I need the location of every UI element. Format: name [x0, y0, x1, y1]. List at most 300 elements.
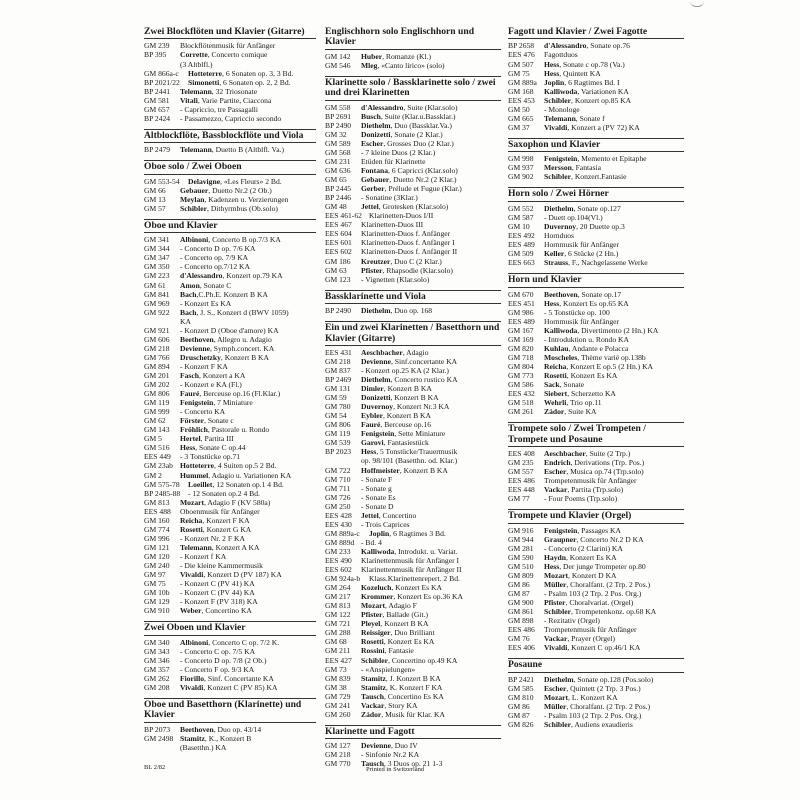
catalog-number: GM 2498	[144, 733, 174, 743]
entry-title: Schibler, Dithyrmbus (Ob.solo)	[180, 203, 278, 213]
catalog-number: GM 780	[325, 402, 351, 412]
entry-title: Mozart, Konzert D KA	[544, 570, 617, 580]
catalog-entry	[508, 580, 684, 589]
entry-title: Hornmusik für Anfänger	[544, 316, 620, 326]
catalog-number: GM 841	[144, 289, 170, 299]
entry-title: d'Alessandro, Suite (Klar.solo)	[361, 102, 458, 112]
entry-title: - Konzert f KA	[180, 551, 227, 561]
catalog-entry	[144, 353, 316, 362]
catalog-number: BP 2073	[144, 724, 171, 734]
section-heading: Trompete solo / Zwei Trompeten / Trompete und Posaune	[508, 422, 684, 445]
catalog-entry	[144, 78, 316, 87]
catalog-number: GM 710	[325, 474, 351, 484]
catalog-number: GM 921	[144, 325, 170, 335]
catalog-number: EES 431	[325, 347, 352, 357]
catalog-number: GM 160	[144, 515, 170, 525]
catalog-entry	[144, 597, 316, 606]
entry-title: Kreutzer, Duo C (2 Klar.)	[361, 256, 442, 266]
catalog-number: GM 509	[508, 249, 534, 259]
entry-title: Hess, Sonate C op.44	[180, 443, 246, 453]
catalog-entry	[144, 380, 316, 389]
catalog-entry	[144, 498, 316, 507]
catalog-entry	[144, 281, 316, 290]
catalog-entry	[144, 656, 316, 665]
entry-title: - Concerto KA	[180, 407, 226, 417]
catalog-number: GM 575-78	[144, 479, 180, 489]
catalog-entry	[508, 598, 684, 607]
catalog-number: EES 408	[508, 449, 535, 459]
catalog-entry	[325, 257, 501, 266]
entry-title: - Konzert C (PV 44) KA	[180, 588, 255, 598]
section-heading: Englischhorn solo Englischhorn und Klavier	[325, 26, 475, 48]
entry-title: Müller, Choralfant. (2 Trp. 2 Pos.)	[544, 701, 651, 711]
catalog-entry	[508, 105, 684, 114]
catalog-entry	[325, 366, 501, 375]
entry-title: Dimler, Konzert B KA	[361, 384, 432, 394]
catalog-entry	[325, 411, 501, 420]
catalog-number: GM 558	[325, 102, 351, 112]
entry-title: - Bd. 4	[361, 537, 382, 547]
catalog-number: GM 119	[325, 429, 351, 439]
entry-title: Hertel, Partita III	[180, 434, 234, 444]
entry-title: Bach,C.Ph.E. Konzert B KA	[180, 289, 268, 299]
entry-title: Endrich, Derivations (Trp. Pos.)	[544, 458, 645, 468]
entry-title: Weber, Concertino KA	[180, 606, 252, 616]
catalog-number: GM 119	[144, 398, 170, 408]
catalog-number: GM 202	[144, 380, 170, 390]
catalog-entry	[508, 389, 684, 398]
catalog-entry	[508, 222, 684, 231]
catalog-number: GM 539	[325, 438, 351, 448]
catalog-entry	[508, 535, 684, 544]
entry-title: Albinoni, Concerto C op. 7/2 K.	[180, 637, 280, 647]
catalog-number: GM 167	[508, 325, 534, 335]
catalog-entry	[144, 543, 316, 552]
entry-title: Graupner, Concerto Nr.2 D KA	[544, 534, 644, 544]
entry-title: Vitali, Varie Partite, Ciaccona	[180, 95, 272, 105]
entry-title: Vivaldi, Konzert C op.46/1 KA	[544, 643, 641, 653]
entry-title: Hotteterre, 6 Sonaten op. 3, 3 Bd.	[188, 68, 294, 78]
catalog-number: EES 476	[508, 50, 535, 60]
entry-title: Förster, Sonate c	[180, 416, 234, 426]
catalog-entry	[144, 186, 316, 195]
catalog-number: BP 2421	[508, 674, 535, 684]
catalog-entry	[325, 656, 501, 665]
catalog-entry	[325, 493, 501, 502]
entry-title: Hornduos	[544, 230, 574, 240]
entry-title: Schibler, Trompetenkonz. op.68 KA	[544, 607, 657, 617]
entry-title: Hess, Konzert Es op.65 KA	[544, 298, 629, 308]
entry-title: Loeillet, 12 Sonaten op.1 4 Bd.	[188, 479, 284, 489]
entry-title: - Konzert Nr. 2 F KA	[180, 533, 245, 543]
catalog-entry	[508, 616, 684, 625]
catalog-entry	[508, 675, 684, 684]
entry-title: Kalliwoda, Divertimento (2 Hn.) KA	[544, 325, 659, 335]
entry-title: - Four Poems (Trp.solo)	[544, 494, 618, 504]
catalog-entry	[144, 534, 316, 543]
catalog-entry	[508, 553, 684, 562]
catalog-entry	[325, 103, 501, 112]
entry-title: Joplin, 6 Ragtimes 3 Bd.	[369, 528, 446, 538]
section-rule	[144, 231, 316, 233]
entry-title: Meylan, Kadenzen u. Verzierungen	[180, 194, 289, 204]
entry-title: Haydn, Konzert Es KA	[544, 552, 617, 562]
entry-title: - Concerto D op. 7/8 (2 Ob.)	[180, 655, 267, 665]
catalog-number: BP 2445	[325, 184, 352, 194]
catalog-entry	[508, 589, 684, 598]
entry-title: Oboenmusik für Anfänger	[180, 506, 260, 516]
catalog-number: BP 2658	[508, 41, 535, 51]
catalog-entry	[144, 335, 316, 344]
entry-title: Rosetti, Konzert G KA	[180, 524, 252, 534]
catalog-entry	[508, 625, 684, 634]
entry-title: Jettel, Grotesken (Klar.solo)	[361, 202, 449, 212]
catalog-entry	[325, 148, 501, 157]
catalog-entry	[325, 438, 501, 447]
catalog-number: EES 486	[508, 476, 535, 486]
entry-title: - Rezitativ (Orgel)	[544, 616, 600, 626]
catalog-number: GM 910	[144, 606, 170, 616]
catalog-entry	[325, 130, 501, 139]
entry-title: - Passamezzo, Capriccio secondo	[180, 113, 282, 123]
catalog-number: EES 448	[508, 485, 535, 495]
entry-title: - Sonate D	[361, 501, 394, 511]
catalog-entry	[144, 606, 316, 615]
catalog-entry	[144, 452, 316, 461]
catalog-entry	[144, 570, 316, 579]
catalog-entry	[144, 344, 316, 353]
entry-title: Klass.Klarinettenrepert. 2 Bd.	[369, 574, 460, 584]
catalog-entry	[325, 610, 501, 619]
catalog-entry	[144, 480, 316, 489]
catalog-number: GM 343	[144, 646, 170, 656]
catalog-entry	[508, 154, 684, 163]
entry-title: Klarinetten-Duos f. Anfänger	[361, 229, 451, 239]
catalog-entry	[508, 290, 684, 299]
entry-title: Reicha, Konzert F KA	[180, 515, 250, 525]
catalog-entry	[508, 69, 684, 78]
section-rule	[325, 48, 501, 50]
catalog-entry	[144, 253, 316, 262]
section-heading: Posaune	[508, 658, 684, 670]
catalog-number: BP 2490	[325, 306, 352, 316]
catalog-number: GM 97	[144, 570, 166, 580]
entry-title: Amon, Sonate C	[180, 280, 232, 290]
entry-title: - Concerto D op. 7/6 KA	[180, 244, 256, 254]
entry-title: Fiorillo, Sinf. Concertante KA	[180, 673, 274, 683]
entry-title: Pfister, Choralvariat. (Orgel)	[544, 598, 634, 608]
catalog-number: BP 2485-88	[144, 488, 181, 498]
entry-title: Devienne, Duo IV	[361, 741, 418, 751]
catalog-number: GM 813	[144, 497, 170, 507]
entry-title: Druschetzky, Konzert B KA	[180, 352, 270, 362]
catalog-number: GM 726	[325, 492, 351, 502]
catalog-entry	[325, 202, 501, 211]
section-rule	[508, 522, 684, 524]
catalog-entry	[325, 384, 501, 393]
catalog-number: EES 492	[508, 230, 535, 240]
catalog-entry	[144, 60, 316, 69]
catalog-entry	[144, 204, 316, 213]
catalog-entry	[508, 720, 684, 729]
catalog-number: GM 922	[144, 307, 170, 317]
catalog-number: GM 568	[325, 147, 351, 157]
entry-title: Mleg, «Canto lirico» (solo)	[361, 60, 445, 70]
catalog-number: GM 239	[144, 41, 170, 51]
catalog-number: EES 601	[325, 238, 352, 248]
entry-title: Klarinetten-Duos f. Anfänger II	[361, 247, 458, 257]
catalog-entry	[325, 520, 501, 529]
entry-title: Schibler, Concertino op.49 KA	[361, 655, 458, 665]
catalog-number: EES 453	[508, 95, 535, 105]
catalog-number: GM 606	[144, 334, 170, 344]
catalog-entry	[508, 96, 684, 105]
catalog-entry	[508, 494, 684, 503]
catalog-number: GM 86	[508, 580, 530, 589]
entry-title: Beethoven, Sonate op.17	[544, 289, 622, 299]
section-rule	[144, 141, 316, 143]
entry-title: - Konzert F (PV 318) KA	[180, 597, 258, 607]
catalog-entry	[508, 231, 684, 240]
catalog-number: BP 2469	[325, 375, 352, 385]
catalog-number: GM 902	[508, 172, 534, 182]
catalog-number: GM 142	[325, 51, 351, 61]
entry-title: Kalliwoda, Variationen KA	[544, 86, 629, 96]
catalog-number: BP 2023	[325, 447, 352, 457]
entry-title: Joplin, 6 Ragtimes Bd. I	[544, 77, 620, 87]
entry-title: - Konzert D (Oboe d'amore) KA	[180, 325, 279, 335]
catalog-number: GM 552	[508, 203, 534, 213]
section-rule	[325, 302, 501, 304]
catalog-number: GM 806	[325, 420, 351, 430]
catalog-number: GM 587	[508, 212, 534, 222]
entry-title: Klarinetten-Duos III	[361, 220, 424, 230]
catalog-entry	[325, 157, 501, 166]
catalog-entry	[325, 511, 501, 520]
entry-title: Sack, Sonate	[544, 380, 585, 390]
catalog-entry	[325, 529, 501, 538]
entry-title: d'Alessandro, Sonate op.76	[544, 41, 630, 51]
catalog-entry	[144, 96, 316, 105]
catalog-number: EES 427	[325, 655, 352, 665]
entry-title: Diethelm, Duo op. 168	[361, 306, 433, 316]
catalog-entry	[325, 447, 501, 456]
entry-title: Donizetti, Konzert B KA	[361, 393, 439, 403]
entry-title: Escher, Quintett (2 Trp. 3 Pos.)	[544, 683, 641, 693]
catalog-number: GM 23ab	[144, 461, 173, 471]
catalog-entry	[508, 249, 684, 258]
catalog-entry	[508, 485, 684, 494]
entry-title: Stamitz, K. Konzert F KA	[361, 682, 443, 692]
catalog-number: GM 766	[144, 352, 170, 362]
catalog-entry	[508, 467, 684, 476]
catalog-number	[144, 60, 180, 69]
catalog-entry	[325, 637, 501, 646]
catalog-number: EES 449	[144, 452, 171, 462]
catalog-entry	[325, 750, 501, 759]
catalog-number: GM 288	[325, 628, 351, 638]
entry-title: Aeschbacher, Suite (2 Trp.)	[544, 449, 631, 459]
catalog-number: GM 76	[508, 634, 530, 644]
catalog-entry	[508, 607, 684, 616]
catalog-number: GM 866a-c	[144, 68, 179, 78]
catalog-entry	[325, 175, 501, 184]
catalog-number: GM 636	[325, 166, 351, 176]
entry-title: Diethelm, Sonate op.128 (Pos.solo)	[544, 674, 654, 684]
section-heading: Horn und Klavier	[508, 273, 684, 285]
entry-title: Fenigstein, Passages KA	[544, 525, 621, 535]
section-heading: Klarinette und Fagott	[325, 725, 501, 737]
entry-title: Schibler, Konzert.Fantasie	[544, 172, 627, 182]
catalog-entry	[144, 471, 316, 480]
entry-title: - Sonate Es	[361, 492, 396, 502]
catalog-number: EES 432	[508, 389, 535, 399]
entry-title: Telemann, Konzert A KA	[180, 542, 260, 552]
catalog-number: EES 467	[325, 220, 352, 230]
catalog-entry	[325, 220, 501, 229]
entry-title: Rosetti, Konzert Es KA	[361, 637, 435, 647]
catalog-number: GM 894	[144, 361, 170, 371]
entry-title: Vivaldi, Konzert a (PV 72) KA	[544, 122, 640, 132]
catalog-entry	[144, 371, 316, 380]
catalog-number: GM 813	[325, 601, 351, 611]
catalog-entry	[508, 711, 684, 720]
entry-title: - Monologe	[544, 104, 580, 114]
catalog-entry	[325, 52, 501, 61]
catalog-number: GM 264	[325, 583, 351, 593]
entry-title: Garovi, Fantasiestück	[361, 438, 429, 448]
catalog-entry	[144, 725, 316, 734]
catalog-number: GM 13	[144, 194, 166, 204]
catalog-number: GM 553-54	[144, 176, 180, 186]
catalog-entry	[508, 299, 684, 308]
catalog-entry	[508, 258, 684, 267]
catalog-number: GM 77	[508, 494, 530, 504]
catalog-number	[325, 456, 361, 465]
catalog-entry	[144, 105, 316, 114]
catalog-number: GM 66	[144, 185, 166, 195]
entry-title: d'Alessandro, Konzert op.79 KA	[180, 271, 283, 281]
section-rule	[508, 445, 684, 447]
catalog-number: GM 262	[144, 673, 170, 683]
entry-title: Pleyel, Konzert B KA	[361, 619, 429, 629]
section-rule	[144, 37, 316, 39]
catalog-column-3	[508, 26, 684, 729]
catalog-entry	[144, 516, 316, 525]
catalog-number: GM 5	[144, 434, 162, 444]
entry-title: Jettel, Concertino	[361, 510, 417, 520]
catalog-entry	[508, 362, 684, 371]
catalog-entry	[325, 112, 501, 121]
entry-title: Blockflötenmusik für Anfänger	[180, 41, 276, 51]
entry-title: Rossini, Fantasie	[361, 646, 414, 656]
catalog-entry	[325, 266, 501, 275]
catalog-entry	[325, 502, 501, 511]
entry-title: - Concerto op.7/12 KA	[180, 262, 251, 272]
catalog-entry	[325, 741, 501, 750]
entry-title: Duvernoy, 20 Duette op.3	[544, 221, 625, 231]
catalog-entry	[325, 456, 501, 465]
catalog-entry	[144, 271, 316, 280]
entry-title: Vivaldi, Konzert C (PV 85) KA	[180, 682, 278, 692]
catalog-number: GM 241	[325, 700, 351, 710]
catalog-number: GM 657	[144, 104, 170, 114]
section-heading: Oboe und Basetthorn (Klarinette) und Klavier	[144, 698, 316, 721]
catalog-entry	[325, 61, 501, 70]
catalog-entry	[325, 592, 501, 601]
entry-title: Hess, Quintett KA	[544, 68, 601, 78]
entry-title: Mozart, Adagio F (KV 580a)	[180, 497, 271, 507]
entry-title: Fröhlich, Pastorale u. Rondo	[180, 425, 270, 435]
entry-title: Pfister, Ballade (Git.)	[361, 610, 429, 620]
section-heading: Ein und zwei Klarinetten / Basetthorn und Klavier (Gitarre)	[325, 322, 500, 344]
entry-title: - «Anspielungen»	[361, 664, 416, 674]
entry-title: - Concerto (2 Clarini) KA	[544, 543, 623, 553]
catalog-number: GM 357	[144, 664, 170, 674]
entry-title: Rosetti, Konzert Es KA	[544, 370, 618, 380]
catalog-number: GM 65	[325, 175, 347, 185]
catalog-number: GM 73	[325, 664, 347, 674]
entry-title: Devienne, Sinf.concertante KA	[361, 356, 458, 366]
catalog-number: GM 57	[144, 203, 166, 213]
entry-title: - Concerto F op. 9/3 KA	[180, 664, 255, 674]
catalog-entry	[325, 547, 501, 556]
entry-title: - Duett op.104(Vl.)	[544, 212, 603, 222]
entry-title: (Basetthn.) KA	[180, 742, 227, 752]
catalog-entry	[144, 665, 316, 674]
catalog-number: GM 87	[508, 589, 530, 599]
catalog-number: BP 2021/22	[144, 77, 180, 87]
catalog-entry	[144, 743, 316, 752]
catalog-entry	[325, 184, 501, 193]
catalog-number: GM 889a-c	[325, 528, 360, 538]
entry-title: Kuhlau, Andante e Polacca	[544, 343, 629, 353]
section-rule	[325, 344, 501, 346]
catalog-number: GM 507	[508, 59, 534, 69]
entry-title: - Sonate F	[361, 474, 393, 484]
section-heading: Saxophon und Klavier	[508, 138, 684, 150]
entry-title: - Sinfonie Nr.2 KA	[361, 750, 420, 760]
entry-title: Albinoni, Concerto B op.7/3 KA	[180, 235, 281, 245]
catalog-number: GM 211	[325, 646, 351, 656]
entry-title: Devienne, Symph.concert. KA	[180, 343, 275, 353]
catalog-entry	[508, 371, 684, 380]
catalog-number: GM 62	[144, 416, 166, 426]
entry-title: Fagottduos	[544, 50, 578, 60]
catalog-number: GM 665	[508, 113, 534, 123]
catalog-number: GM 718	[508, 352, 534, 362]
entry-title: Busch, Suite (Klar.u.Bassklar.)	[361, 111, 456, 121]
entry-title: Trompetenmusik für Anfänger	[544, 625, 637, 635]
entry-title: - Konzert e KA (Fl.)	[180, 380, 242, 390]
entry-title: Klarinetten-Duos f. Anfänger I	[361, 238, 455, 248]
catalog-entry	[144, 525, 316, 534]
catalog-entry	[144, 308, 316, 317]
catalog-entry	[325, 665, 501, 674]
entry-title: Bach, J. S., Konzert d (BWV 1059)	[180, 307, 289, 317]
entry-title: Stamitz, J. Konzert B KA	[361, 673, 441, 683]
catalog-number: GM 38	[325, 682, 347, 692]
entry-title: Donizetti, Sonate (2 Klar.)	[361, 129, 443, 139]
catalog-entry	[144, 552, 316, 561]
catalog-number: EES 602	[325, 565, 352, 575]
entry-title: Klarinetten-Duos I/II	[369, 211, 434, 221]
catalog-entry	[325, 683, 501, 692]
catalog-entry	[325, 556, 501, 565]
catalog-number: GM 590	[508, 552, 534, 562]
catalog-number: GM 986	[508, 307, 534, 317]
catalog-number: GM 900	[508, 598, 534, 608]
